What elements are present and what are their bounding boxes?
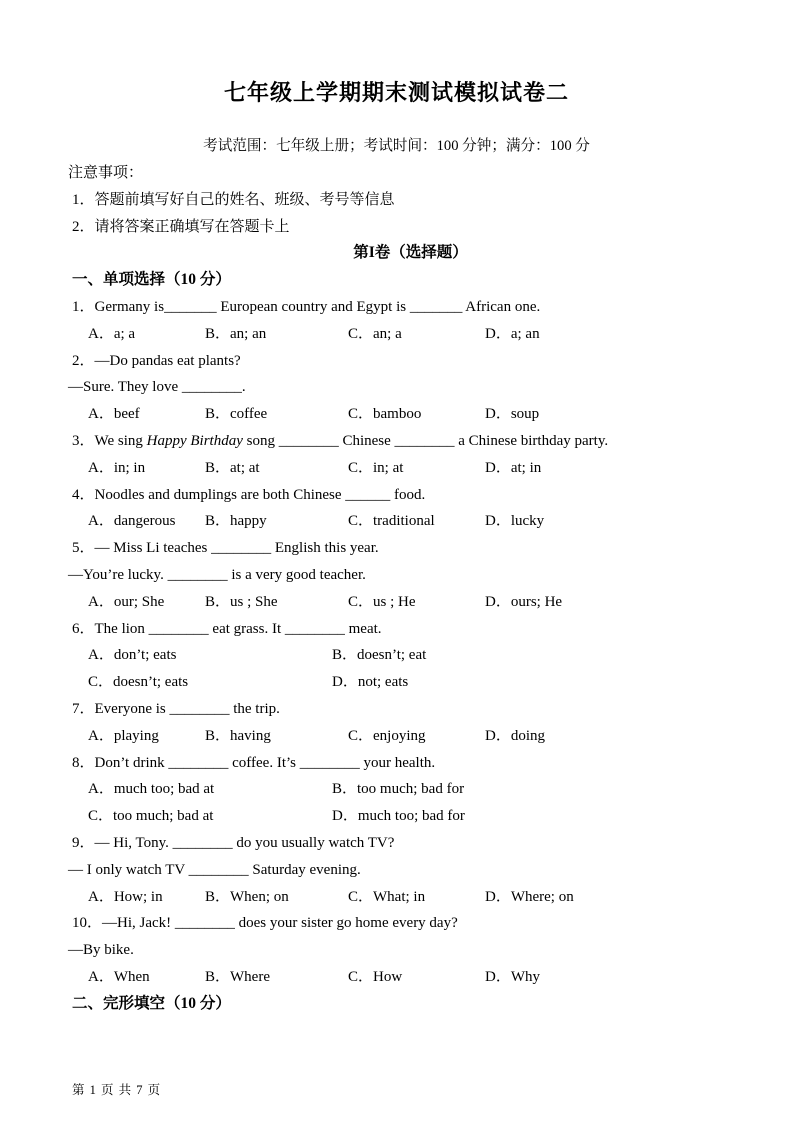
q6-stem: 6．The lion ________ eat grass. It ________ meat. bbox=[72, 620, 382, 637]
q10-options-row bbox=[68, 964, 753, 991]
q9-options-row bbox=[68, 884, 753, 911]
q9-option-b: B．When; on bbox=[205, 888, 289, 905]
q6-options-row-2 bbox=[68, 669, 753, 696]
q1-option-b: B．an; an bbox=[205, 325, 267, 342]
q2-reply: —Sure. They love ________. bbox=[68, 379, 246, 396]
q9-stem: 9．— Hi, Tony. ________ do you usually watch TV? bbox=[72, 834, 395, 851]
q8-stem: 8．Don’t drink ________ coffee. It’s ________ your health. bbox=[72, 754, 436, 771]
q6-option-a: A．don’t; eats bbox=[88, 647, 177, 664]
q3-stem-italic: Happy Birthday bbox=[146, 432, 243, 449]
notice-heading: 注意事项： bbox=[68, 165, 144, 181]
q1-option-a: A．a; a bbox=[88, 325, 136, 342]
q3-stem-post: song ________ Chinese ________ a Chinese birthday party. bbox=[242, 432, 609, 449]
q10-reply: —By bike. bbox=[68, 942, 134, 959]
q5-options-row bbox=[68, 589, 753, 616]
q3-option-a: A．in; in bbox=[88, 459, 146, 476]
q5-stem: 5．— Miss Li teaches ________ English this year. bbox=[72, 540, 379, 557]
exam-body bbox=[0, 160, 793, 1018]
q1-option-d: D．a; an bbox=[485, 325, 540, 342]
section2-heading: 二、完形填空（10 分） bbox=[72, 994, 231, 1012]
q4-stem: 4．Noodles and dumplings are both Chinese ______ food. bbox=[72, 486, 426, 503]
q5-option-c: C．us ; He bbox=[348, 593, 416, 610]
q2-option-b: B．coffee bbox=[205, 406, 268, 423]
q4-options-row bbox=[68, 508, 753, 535]
q5-reply: —You’re lucky. ________ is a very good teacher. bbox=[68, 566, 366, 583]
q2-option-d: D．soup bbox=[485, 406, 540, 423]
q9-option-c: C．What; in bbox=[348, 888, 426, 905]
q7-option-a: A．playing bbox=[88, 727, 159, 744]
notice-item-1: 1．答题前填写好自己的姓名、班级、考号等信息 bbox=[72, 191, 395, 208]
q9-option-d: D．Where; on bbox=[485, 888, 574, 905]
q3-options-row bbox=[68, 455, 753, 482]
q7-option-c: C．enjoying bbox=[348, 727, 426, 744]
q10-option-b: B．Where bbox=[205, 968, 270, 985]
q1-option-c: C．an; a bbox=[348, 325, 402, 342]
q1-options-row bbox=[68, 321, 753, 348]
section1-heading: 一、单项选择（10 分） bbox=[72, 271, 231, 289]
q7-option-d: D．doing bbox=[485, 727, 546, 744]
q6-option-b: B．doesn’t; eat bbox=[332, 647, 427, 664]
q2-stem: 2．—Do pandas eat plants? bbox=[72, 352, 241, 369]
q10-option-d: D．Why bbox=[485, 968, 540, 985]
notice-item-2: 2．请将答案正确填写在答题卡上 bbox=[72, 218, 290, 235]
q10-option-c: C．How bbox=[348, 968, 403, 985]
q5-option-a: A．our; She bbox=[88, 593, 165, 610]
page-number-footer: 第 1 页 共 7 页 bbox=[72, 1083, 162, 1097]
q5-option-d: D．ours; He bbox=[485, 593, 563, 610]
q5-option-b: B．us ; She bbox=[205, 593, 278, 610]
q8-option-d: D．much too; bad for bbox=[332, 808, 465, 825]
q4-option-b: B．happy bbox=[205, 513, 267, 530]
q2-options-row bbox=[68, 401, 753, 428]
q6-option-d: D．not; eats bbox=[332, 674, 409, 691]
q4-option-d: D．lucky bbox=[485, 513, 545, 530]
q2-option-c: C．bamboo bbox=[348, 406, 422, 423]
q3-stem-pre: 3．We sing bbox=[72, 432, 147, 449]
q2-option-a: A．beef bbox=[88, 406, 140, 423]
q1-stem: 1．Germany is_______ European country and Egypt is _______ African one. bbox=[72, 298, 541, 315]
q6-option-c: C．doesn’t; eats bbox=[88, 674, 189, 691]
q7-options-row bbox=[68, 723, 753, 750]
q4-option-c: C．traditional bbox=[348, 513, 435, 530]
q8-options-row-1 bbox=[68, 776, 753, 803]
q3-stem bbox=[68, 428, 753, 455]
q6-options-row-1 bbox=[68, 642, 753, 669]
q7-stem: 7．Everyone is ________ the trip. bbox=[72, 700, 280, 717]
q3-option-c: C．in; at bbox=[348, 459, 404, 476]
q8-option-a: A．much too; bad at bbox=[88, 781, 215, 798]
q8-option-c: C．too much; bad at bbox=[88, 808, 214, 825]
q4-option-a: A．dangerous bbox=[88, 513, 176, 530]
part1-heading: 第I卷（选择题） bbox=[353, 244, 468, 262]
q8-option-b: B．too much; bad for bbox=[332, 781, 465, 798]
q3-option-b: B．at; at bbox=[205, 459, 260, 476]
q10-stem: 10．—Hi, Jack! ________ does your sister go home every day? bbox=[72, 915, 458, 932]
q8-options-row-2 bbox=[68, 803, 753, 830]
q7-option-b: B．having bbox=[205, 727, 271, 744]
q9-reply: — I only watch TV ________ Saturday evening. bbox=[68, 861, 361, 878]
exam-info-line: 考试范围：七年级上册；考试时间：100 分钟；满分：100 分 bbox=[203, 138, 590, 154]
q3-option-d: D．at; in bbox=[485, 459, 542, 476]
doc-title: 七年级上学期期末测试模拟试卷二 bbox=[223, 80, 569, 105]
q9-option-a: A．How; in bbox=[88, 888, 163, 905]
q10-option-a: A．When bbox=[88, 968, 150, 985]
